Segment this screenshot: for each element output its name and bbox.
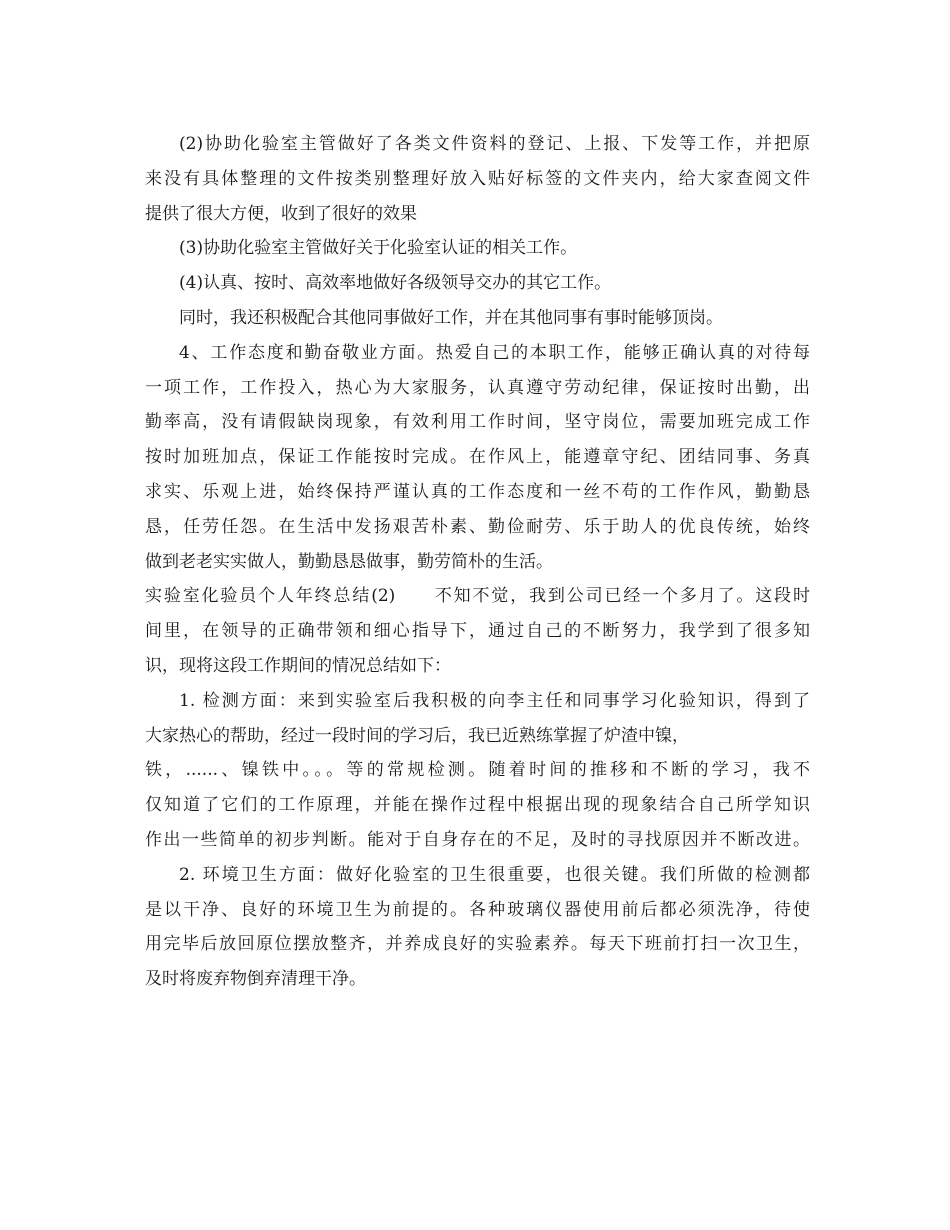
text-line: 1. 检测方面：来到实验室后我积极的向李主任和同事学习化验知识，得到了	[179, 690, 810, 711]
text-line: 2. 环境卫生方面：做好化验室的卫生很重要，也很关键。我们所做的检测都	[179, 864, 810, 885]
paragraph-testing	[145, 684, 810, 858]
text-line: 做到老老实实做人，勤勤恳恳做事，勤劳简朴的生活。	[145, 551, 553, 572]
text-line: 求实、乐观上进，始终保持严谨认真的工作态度和一丝不苟的工作作风，勤勤恳	[145, 481, 810, 502]
text-line: 及时将废弃物倒弃清理干净。	[145, 969, 366, 990]
text-line: 间里，在领导的正确带领和细心指导下，通过自己的不断努力，我学到了很多知	[145, 621, 810, 642]
text-line: 恳，任劳任怨。在生活中发扬艰苦朴素、勤俭耐劳、乐于助人的优良传统，始终	[145, 516, 810, 537]
text-line: 是以干净、良好的环境卫生为前提的。各种玻璃仪器使用前后都必须洗净，待使	[145, 899, 810, 920]
paragraph-hygiene	[145, 858, 810, 997]
text-line: 4、工作态度和勤奋敬业方面。热爱自己的本职工作，能够正确认真的对待每	[179, 342, 810, 363]
paragraph-file-management	[145, 127, 810, 231]
document-body	[145, 127, 810, 997]
text-line: 实验室化验员个人年终总结(2) 不知不觉，我到公司已经一个多月了。这段时	[145, 586, 810, 607]
text-line: 铁，......、镍铁中。。。等的常规检测。随着时间的推移和不断的学习，我不	[145, 760, 810, 781]
text-line: 大家热心的帮助，经过一段时间的学习后，我已近熟练掌握了炉渣中镍，	[145, 725, 689, 746]
text-line: 作出一些简单的初步判断。能对于自身存在的不足，及时的寻找原因并不断改进。	[145, 829, 810, 850]
text-line: 来没有具体整理的文件按类别整理好放入贴好标签的文件夹内，给大家查阅文件	[145, 168, 810, 189]
text-line: 提供了很大方便，收到了很好的效果	[145, 203, 417, 224]
text-line: (2)协助化验室主管做好了各类文件资料的登记、上报、下发等工作，并把原	[179, 134, 810, 154]
text-line: 同时，我还积极配合其他同事做好工作，并在其他同事有事时能够顶岗。	[179, 307, 723, 328]
text-line: (3)协助化验室主管做好关于化验室认证的相关工作。	[179, 238, 578, 259]
paragraph-lab-certification	[145, 231, 810, 266]
text-line: (4)认真、按时、高效率地做好各级领导交办的其它工作。	[179, 273, 612, 294]
text-line: 一项工作，工作投入，热心为大家服务，认真遵守劳动纪律，保证按时出勤，出	[145, 377, 810, 398]
paragraph-cooperation	[145, 301, 810, 336]
text-line: 勤率高，没有请假缺岗现象，有效利用工作时间，坚守岗位，需要加班完成工作	[145, 412, 810, 433]
text-line: 按时加班加点，保证工作能按时完成。在作风上，能遵章守纪、团结同事、务真	[145, 447, 810, 468]
paragraph-leadership-tasks	[145, 266, 810, 301]
text-line: 仅知道了它们的工作原理，并能在操作过程中根据出现的现象结合自己所学知识	[145, 795, 810, 816]
paragraph-summary-2-intro	[145, 579, 810, 683]
paragraph-work-attitude	[145, 336, 810, 580]
text-line: 用完毕后放回原位摆放整齐，并养成良好的实验素养。每天下班前打扫一次卫生，	[145, 934, 810, 955]
text-line: 识，现将这段工作期间的情况总结如下：	[145, 655, 451, 676]
